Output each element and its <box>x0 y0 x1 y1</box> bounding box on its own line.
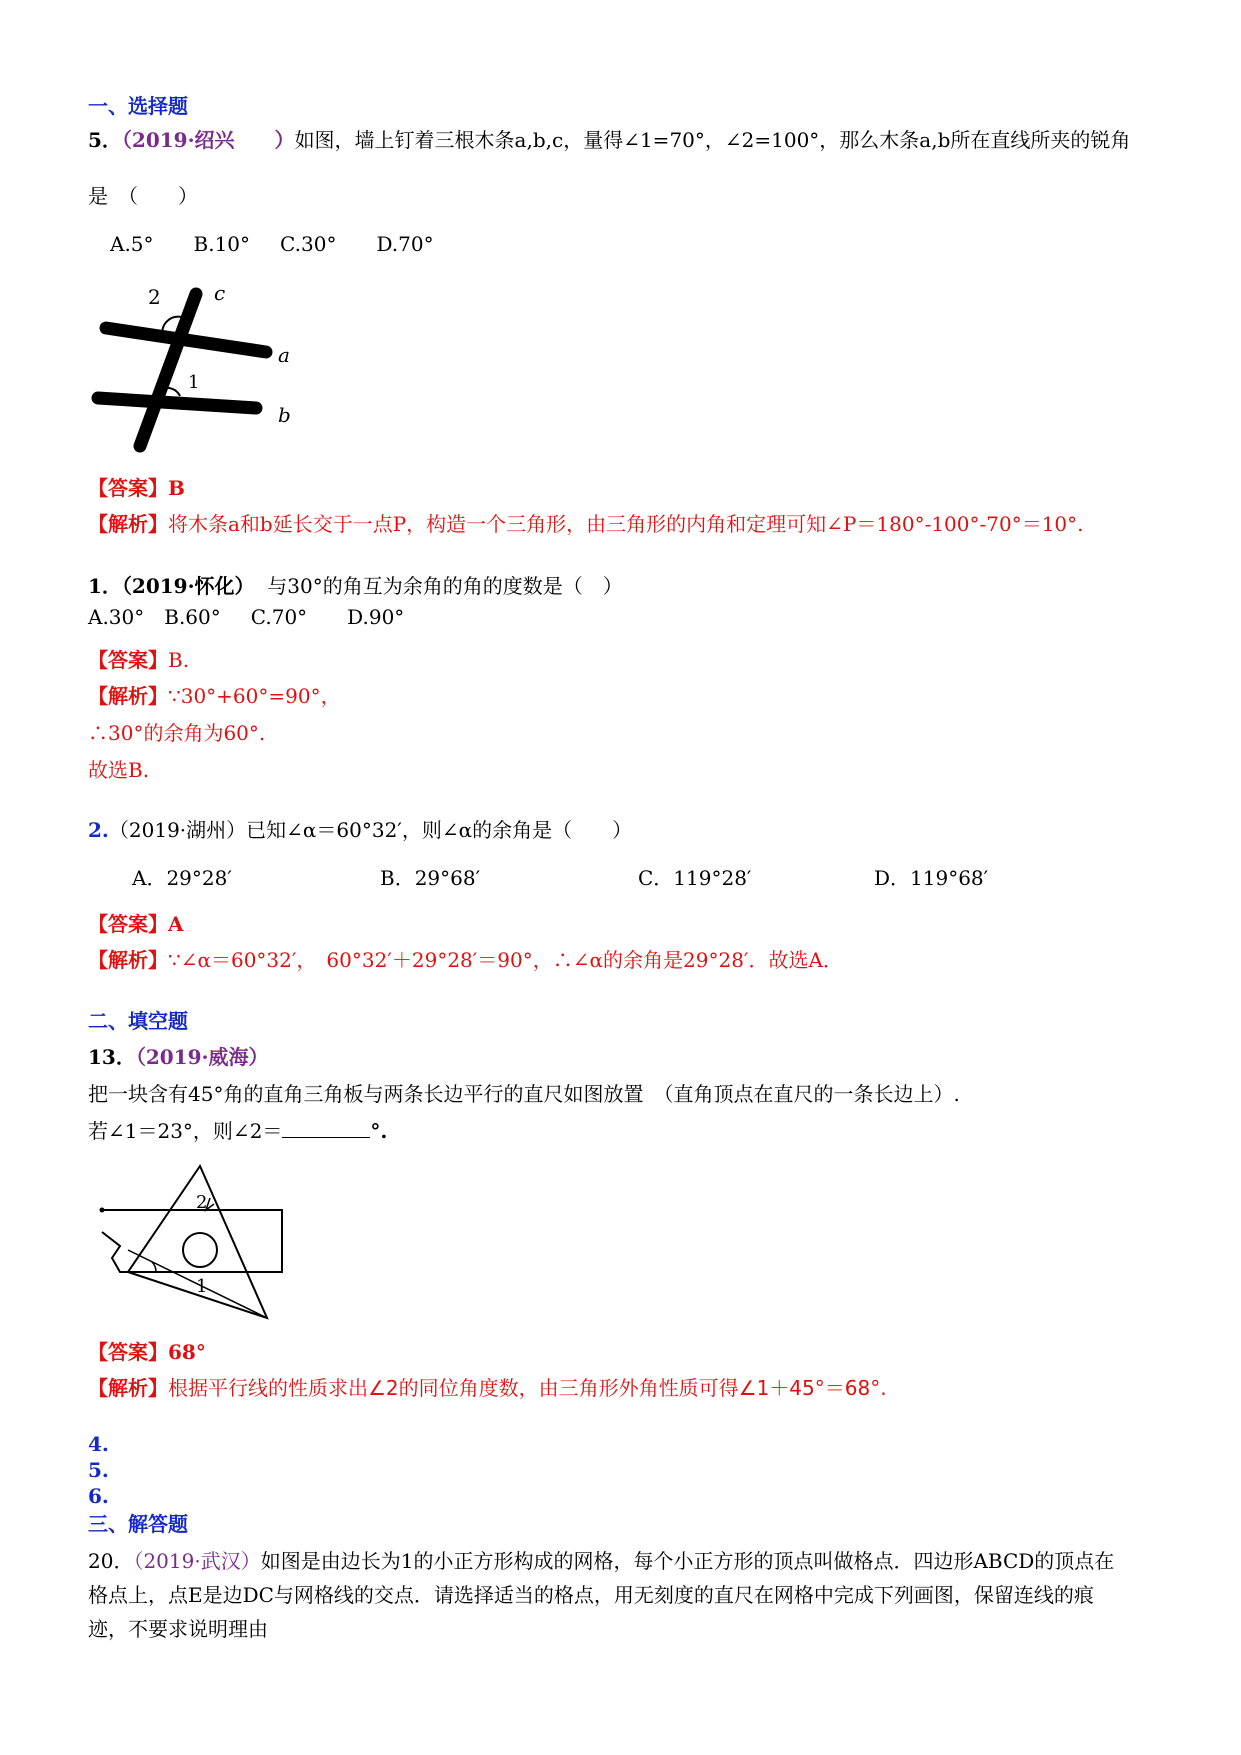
answer-value: 68° <box>168 1340 206 1364</box>
analysis-text: 将木条a和b延长交于一点P，构造一个三角形，由三角形的内角和定理可知∠P＝180°-100°-70°＝10°. <box>168 512 1084 536</box>
q1-answer <box>88 648 189 672</box>
question-source: （2019·武汉） <box>133 1549 261 1573</box>
analysis-label: 【解析】 <box>88 684 168 708</box>
answer-label: 【答案】 <box>88 476 168 500</box>
question-2-line <box>88 818 632 842</box>
question-source: （2019·威海） <box>135 1045 269 1069</box>
option-d: D.70° <box>376 232 434 256</box>
q1-analysis-3: 故选B. <box>88 758 150 782</box>
question-number: 1． <box>88 574 122 598</box>
q2-option-d: D．119°68′ <box>874 866 989 890</box>
q1-analysis-1 <box>88 684 341 708</box>
question-5-line1 <box>88 128 1130 152</box>
question-text: 已知∠α＝60°32′，则∠α的余角是（ ） <box>246 818 633 842</box>
fig-label-angle2: 2 <box>148 285 161 309</box>
fig-label-b: b <box>278 403 291 427</box>
answer-label: 【答案】 <box>88 1340 168 1364</box>
question-13-line2 <box>88 1119 387 1143</box>
blank-suffix: °. <box>370 1119 388 1143</box>
question-text: 如图是由边长为1的小正方形构成的网格，每个小正方形的顶点叫做格点．四边形ABCD的顶点在 <box>260 1549 1115 1573</box>
triangle-ruler-figure <box>92 1158 292 1328</box>
fig-label-angle1: 1 <box>196 1276 208 1297</box>
question-text: 与30°的角互为余角的角的度数是（ ） <box>267 574 623 598</box>
answer-blank <box>282 1119 370 1138</box>
q2-option-c: C．119°28′ <box>638 866 752 890</box>
question-text: 若∠1＝23°，则∠2＝ <box>88 1119 283 1143</box>
question-5-line2: 是 （ ） <box>88 184 198 208</box>
question-20-line3: 迹，不要求说明理由 <box>88 1617 268 1641</box>
analysis-label: 【解析】 <box>88 512 168 536</box>
analysis-label: 【解析】 <box>88 1376 168 1400</box>
option-b: B.10° <box>193 232 251 256</box>
question-1-line <box>88 574 623 598</box>
question-5-options <box>110 232 434 256</box>
answer-value: A <box>168 912 184 936</box>
analysis-text: ∵∠α＝60°32′， 60°32′＋29°28′＝90°，∴∠α的余角是29°28′．故选A． <box>168 948 843 972</box>
q2-answer <box>88 912 184 936</box>
question-text: 如图，墙上钉着三根木条a,b,c，量得∠1=70°，∠2=100°，那么木条a,b所在直线所夹的锐角 <box>294 128 1131 152</box>
question-20-line1 <box>88 1549 1114 1573</box>
empty-item-5: 5. <box>88 1458 109 1482</box>
question-1-options <box>88 605 404 629</box>
fig-label-angle2: 2 <box>196 1192 208 1213</box>
empty-item-6: 6. <box>88 1484 109 1508</box>
q13-answer <box>88 1340 206 1364</box>
option-c: C.30° <box>280 232 337 256</box>
answer-label: 【答案】 <box>88 912 168 936</box>
fig-label-angle1: 1 <box>188 372 200 393</box>
section-title-answer: 三、解答题 <box>88 1512 188 1536</box>
analysis-label: 【解析】 <box>88 948 168 972</box>
answer-value: B <box>168 476 185 500</box>
option-c: C.70° <box>250 605 308 629</box>
q5-answer <box>88 476 185 500</box>
q5-analysis <box>88 512 1084 536</box>
option-a: A.5° <box>110 232 154 256</box>
question-number: 2. <box>88 818 109 842</box>
empty-item-4: 4. <box>88 1432 109 1456</box>
q2-option-a: A．29°28′ <box>132 866 232 890</box>
question-source: （2019·绍兴 ） <box>121 128 295 152</box>
analysis-text: 根据平行线的性质求出∠2的同位角度数，由三角形外角性质可得∠1＋45°＝68°. <box>168 1376 887 1400</box>
question-13-header <box>88 1045 268 1069</box>
question-number: 13． <box>88 1045 136 1069</box>
question-number: 20． <box>88 1549 134 1573</box>
q1-analysis-2: ∴30°的余角为60°. <box>88 721 266 745</box>
option-b: B.60° <box>164 605 221 629</box>
answer-value: B. <box>168 648 190 672</box>
section-title-fill: 二、填空题 <box>88 1009 188 1033</box>
q2-analysis <box>88 948 843 972</box>
q2-option-b: B．29°68′ <box>380 866 481 890</box>
question-number: 5． <box>88 128 122 152</box>
option-d: D.90° <box>347 605 405 629</box>
sticks-figure <box>88 280 298 460</box>
section-title-choice: 一、选择题 <box>88 94 188 118</box>
option-a: A.30° <box>88 605 145 629</box>
question-20-line2: 格点上，点E是边DC与网格线的交点．请选择适当的格点，用无刻度的直尺在网格中完成下列画图，保留连线的痕 <box>88 1583 1094 1607</box>
analysis-text: ∵30°+60°=90°， <box>168 684 341 708</box>
question-13-line1: 把一块含有45°角的直角三角板与两条长边平行的直尺如图放置 （直角顶点在直尺的一条长边上）. <box>88 1082 960 1106</box>
fig-label-c: c <box>214 281 226 305</box>
question-source: （2019·湖州） <box>108 818 247 842</box>
q13-analysis <box>88 1376 887 1400</box>
answer-label: 【答案】 <box>88 648 168 672</box>
question-source: （2019·怀化） <box>121 574 255 598</box>
fig-label-a: a <box>278 343 290 367</box>
